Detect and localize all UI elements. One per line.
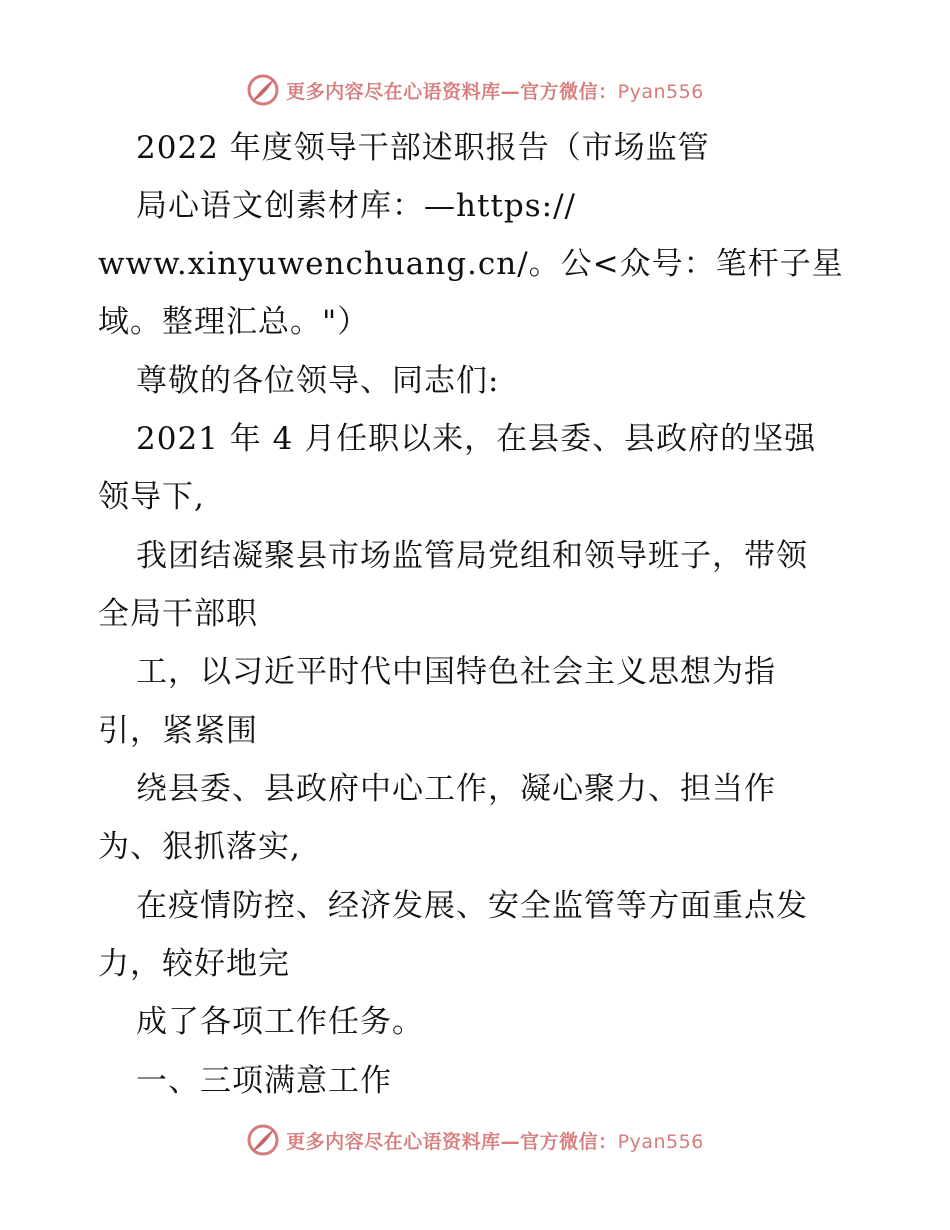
paragraph-line: 我团结凝聚县市场监管局党组和领导班子，带领 bbox=[136, 538, 808, 574]
paragraph-line: 在疫情防控、经济发展、安全监管等方面重点发 bbox=[136, 888, 808, 924]
paragraph-line: 全局干部职 bbox=[98, 596, 258, 632]
feather-pen-logo-icon bbox=[246, 1123, 280, 1157]
paragraph-line: 绕县委、县政府中心工作，凝心聚力、担当作 bbox=[136, 771, 776, 807]
watermark-text: 更多内容尽在心语资料库—官方微信：Pyan556 bbox=[286, 80, 704, 103]
watermark-footer bbox=[0, 1118, 950, 1162]
paragraph-line: 领导下, bbox=[98, 479, 205, 515]
paragraph-line: 工，以习近平时代中国特色社会主义思想为指 bbox=[136, 654, 776, 690]
paragraph-line: 2021 年 4 月任职以来，在县委、县政府的坚强 bbox=[136, 421, 817, 457]
paragraph-line: 力，较好地完 bbox=[98, 946, 290, 982]
title-line-2: 局心语文创素材库：—https:// bbox=[136, 188, 576, 224]
paragraph-line: 成了各项工作任务。 bbox=[136, 1004, 424, 1040]
feather-pen-logo-icon bbox=[246, 73, 280, 107]
paragraph-line: 引，紧紧围 bbox=[98, 713, 258, 749]
title-line-3: www.xinyuwenchuang.cn/。公<众号：笔杆子星 bbox=[98, 246, 844, 282]
watermark-wechat-id: Pyan556 bbox=[617, 1130, 704, 1153]
watermark-wechat-id: Pyan556 bbox=[617, 80, 704, 103]
paragraph-line: 为、狠抓落实, bbox=[98, 829, 301, 865]
watermark-header bbox=[0, 68, 950, 112]
title-line-1: 2022 年度领导干部述职报告（市场监管 bbox=[136, 130, 710, 166]
section-heading: 一、三项满意工作 bbox=[136, 1063, 392, 1099]
title-line-4: 域。整理汇总。"） bbox=[98, 304, 370, 340]
greeting-line: 尊敬的各位领导、同志们: bbox=[136, 363, 500, 399]
watermark-text: 更多内容尽在心语资料库—官方微信：Pyan556 bbox=[286, 1130, 704, 1153]
